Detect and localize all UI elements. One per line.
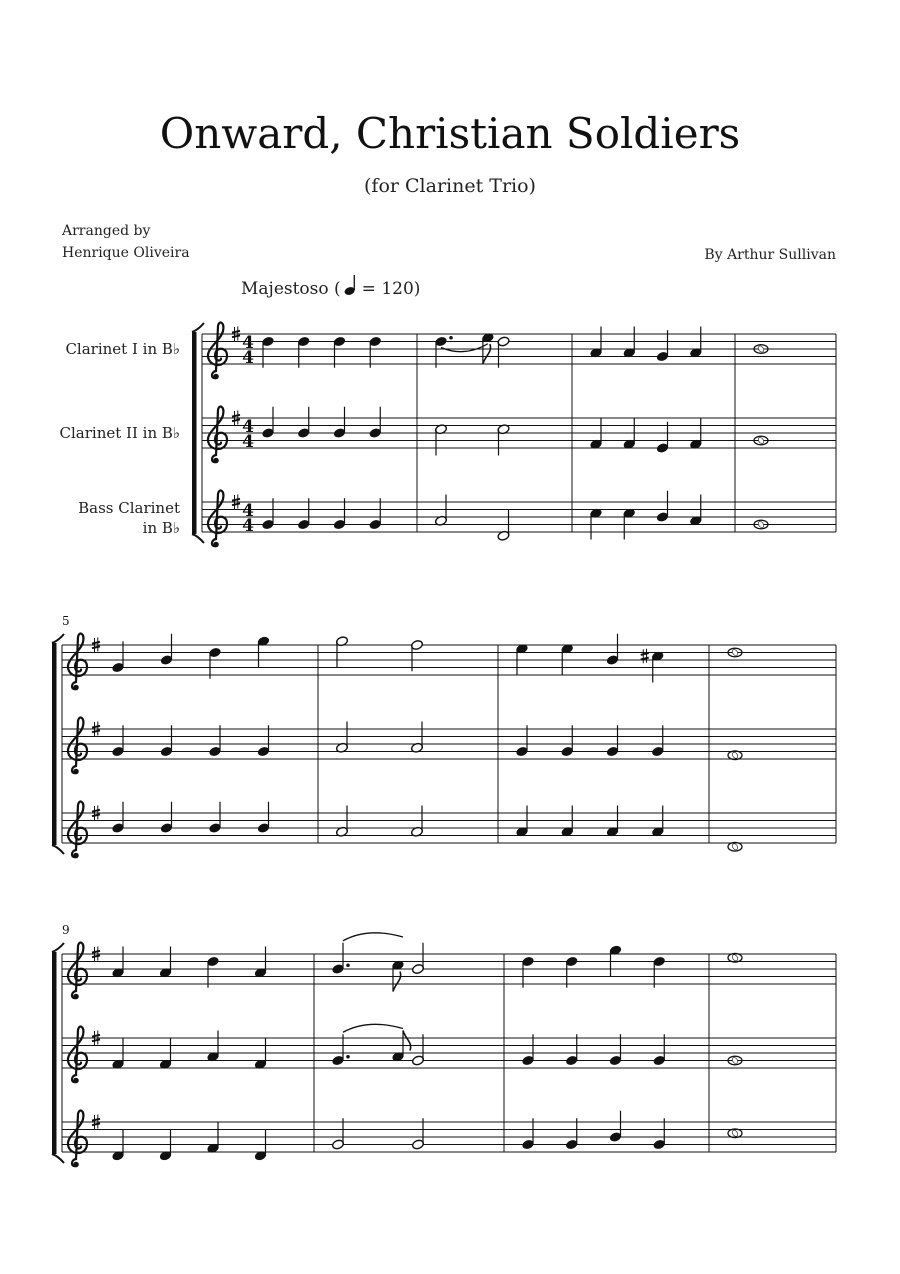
system-bracket — [52, 643, 57, 845]
staff-2 — [60, 407, 836, 464]
measure — [335, 722, 423, 754]
clef-dot — [73, 994, 79, 1000]
staff-1 — [62, 634, 836, 691]
measure — [111, 725, 270, 757]
whole-note-hole — [731, 648, 739, 656]
clef-stroke — [68, 943, 87, 999]
arranger-name: Henrique Oliveira — [62, 245, 190, 261]
measure — [111, 947, 267, 988]
measure — [111, 1031, 267, 1070]
sharp-bar — [232, 419, 240, 421]
measure — [521, 1034, 665, 1066]
time-signature-top: 4 — [242, 333, 254, 353]
bracket-bottom-hook — [52, 1154, 64, 1163]
system-2 — [52, 614, 836, 858]
bracket-top-hook — [52, 943, 64, 952]
augmentation-dot — [346, 963, 350, 967]
clef-stroke — [208, 407, 227, 463]
sharp-bar — [641, 658, 649, 660]
clef-stroke — [68, 802, 87, 858]
staff-1 — [62, 933, 836, 1000]
measure — [728, 953, 742, 962]
whole-note-hole — [757, 345, 765, 353]
measure — [261, 336, 381, 368]
treble-clef-icon — [68, 1111, 87, 1168]
tempo-marking: Majestoso ( — [241, 279, 341, 299]
slur — [441, 344, 488, 352]
clef-dot — [73, 1162, 79, 1168]
sharp-bar — [92, 726, 100, 728]
staff-2 — [62, 718, 836, 775]
score-subtitle: (for Clarinet Trio) — [364, 175, 536, 197]
measure — [728, 1129, 742, 1138]
measure — [515, 725, 664, 757]
whole-note-hole — [731, 1129, 739, 1137]
measure — [434, 424, 510, 456]
treble-clef-icon — [68, 943, 87, 1000]
clef-dot — [73, 769, 79, 775]
sharp-bar — [92, 646, 100, 648]
whole-note-hole — [757, 436, 765, 444]
composer-credit: By Arthur Sullivan — [704, 247, 836, 263]
sharp-bar — [232, 331, 240, 333]
measure — [728, 751, 742, 760]
clef-stroke — [68, 1111, 87, 1167]
measure — [261, 407, 381, 439]
sharp-bar — [92, 730, 100, 732]
tempo-value: = 120) — [361, 279, 421, 299]
measure-number: 5 — [62, 614, 70, 628]
instrument-name: in B♭ — [142, 519, 180, 537]
eighth-flag — [483, 344, 491, 364]
whole-note-hole — [731, 751, 739, 759]
sharp-bar — [92, 642, 100, 644]
system-bracket — [52, 952, 57, 1154]
treble-clef-icon — [68, 718, 87, 775]
sharp-bar — [92, 955, 100, 957]
measure — [434, 332, 510, 368]
sharp-bar — [92, 1119, 100, 1121]
measure — [335, 806, 423, 838]
music-systems — [52, 323, 836, 1168]
sharp-bar — [232, 503, 240, 505]
treble-clef-icon — [208, 323, 227, 380]
whole-note-hole — [731, 1056, 739, 1064]
measure — [331, 1118, 424, 1150]
bracket-bottom-hook — [52, 845, 64, 854]
system-1 — [60, 323, 836, 548]
clef-dot — [73, 853, 79, 859]
treble-clef-icon — [208, 491, 227, 548]
sharp-bar — [232, 335, 240, 337]
time-signature-bottom: 4 — [242, 432, 254, 452]
sharp-bar — [92, 1123, 100, 1125]
system-3 — [52, 923, 836, 1167]
slur — [343, 933, 403, 941]
measure — [521, 945, 665, 988]
arranger-label: Arranged by — [62, 223, 151, 239]
treble-clef-icon — [208, 407, 227, 464]
staff-3 — [78, 491, 836, 548]
time-signature-bottom: 4 — [242, 516, 254, 536]
sharp-bar — [92, 810, 100, 812]
eighth-flag — [403, 1031, 411, 1051]
sharp-bar — [232, 499, 240, 501]
bracket-top-hook — [52, 634, 64, 643]
measure — [728, 842, 742, 851]
instrument-name: Bass Clarinet — [78, 499, 180, 517]
clef-stroke — [68, 634, 87, 690]
measure — [111, 1122, 267, 1161]
clef-stroke — [68, 718, 87, 774]
time-signature-bottom: 4 — [242, 348, 254, 368]
time-signature-top: 4 — [242, 417, 254, 437]
whole-note-hole — [731, 954, 739, 962]
augmentation-dot — [449, 336, 453, 340]
measure — [111, 802, 270, 834]
sharp-bar — [641, 653, 649, 655]
clef-dot — [213, 374, 219, 380]
measure — [111, 634, 270, 679]
clef-stroke — [208, 491, 227, 547]
instrument-name: Clarinet I in B♭ — [65, 340, 180, 358]
staff-3 — [62, 1111, 836, 1168]
treble-clef-icon — [68, 802, 87, 859]
treble-clef-icon — [68, 634, 87, 691]
staff-1 — [65, 323, 836, 380]
score-title: Onward, Christian Soldiers — [159, 109, 741, 158]
eighth-flag — [393, 972, 401, 992]
measure — [335, 636, 423, 672]
accidental-sharp-icon — [641, 649, 649, 664]
sharp-bar — [92, 1039, 100, 1041]
measure-number: 9 — [62, 923, 70, 937]
clef-dot — [213, 542, 219, 548]
sharp-bar — [92, 814, 100, 816]
sharp-bar — [92, 1035, 100, 1037]
measure — [331, 933, 424, 992]
clef-stroke — [208, 323, 227, 379]
system-bracket — [192, 332, 197, 534]
bracket-bottom-hook — [192, 534, 204, 543]
sharp-bar — [92, 951, 100, 953]
clef-dot — [73, 1078, 79, 1084]
augmentation-dot — [346, 1055, 350, 1059]
quarter-note-icon — [344, 275, 356, 296]
measure — [515, 806, 664, 838]
staff-3 — [62, 802, 836, 859]
staff-2 — [62, 1024, 836, 1083]
bracket-top-hook — [192, 323, 204, 332]
instrument-name: Clarinet II in B♭ — [59, 424, 180, 442]
clef-stroke — [68, 1027, 87, 1083]
slur — [343, 1024, 403, 1032]
clef-dot — [73, 685, 79, 691]
treble-clef-icon — [68, 1027, 87, 1084]
whole-note-hole — [757, 520, 765, 528]
time-signature-top: 4 — [242, 501, 254, 521]
whole-note-hole — [731, 843, 739, 851]
sharp-bar — [232, 415, 240, 417]
measure — [261, 498, 381, 530]
clef-dot — [213, 458, 219, 464]
